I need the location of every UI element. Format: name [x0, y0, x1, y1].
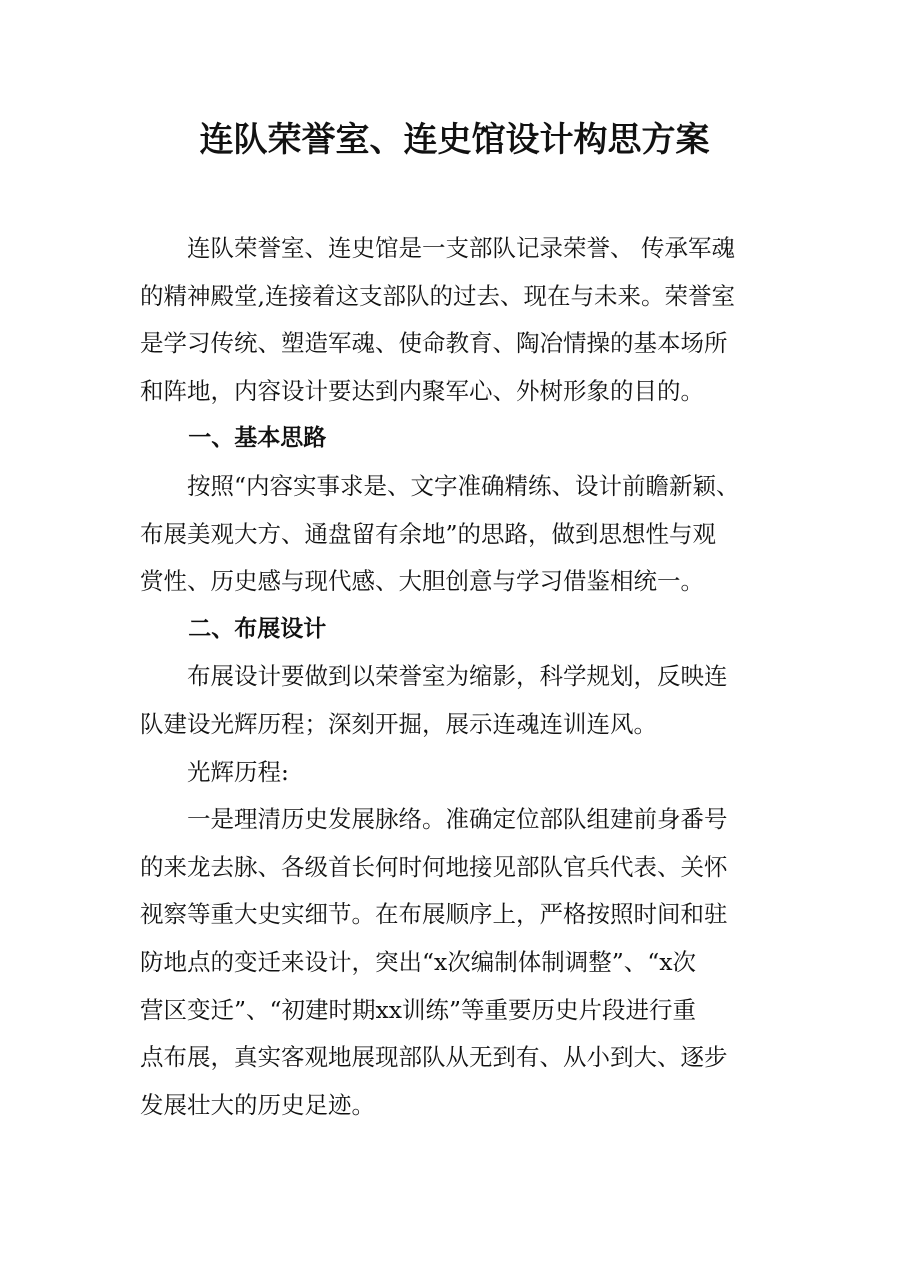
intro-line-3: 是学习传统、塑造军魂、使命教育、陶冶情操的基本场所 [140, 329, 728, 358]
sub-line-7: 发展壮大的历史足迹。 [140, 1090, 375, 1119]
intro-paragraph [140, 225, 752, 415]
intro-line-4: 和阵地，内容设计要达到内聚军心、外树形象的目的。 [140, 376, 704, 405]
intro-line-2: 的精神殿堂,连接着这支部队的过去、现在与未来。荣誉室 [140, 281, 735, 310]
document-title: 连队荣誉室、连史馆设计构思方案 [199, 120, 710, 160]
section2-paragraph [140, 653, 752, 748]
sub-line-4: 防地点的变迁来设计，突出“x次编制体制调整”、“x次 [140, 947, 697, 976]
sub-paragraph [140, 796, 752, 1129]
section1-paragraph [140, 463, 752, 606]
section1-line-1: 按照“内容实事求是、文字准确精练、设计前瞻新颖、 [187, 471, 740, 500]
section1-line-3: 赏性、历史感与现代感、大胆创意与学习借鉴相统一。 [140, 567, 704, 596]
section2-line-2: 队建设光辉历程；深刻开掘，展示连魂连训连风。 [140, 709, 657, 738]
intro-line-1: 连队荣誉室、连史馆是一支部队记录荣誉、 传承军魂 [187, 234, 735, 262]
document-body [140, 225, 752, 1129]
section-heading-layout-design: 二、布展设计 [188, 615, 327, 642]
sub-line-5: 营区变迁”、“初建时期xx训练”等重要历史片段进行重 [140, 995, 697, 1024]
sub-heading-glorious-history [140, 749, 752, 797]
sub-line-6: 点布展，真实客观地展现部队从无到有、从小到大、逐步 [140, 1043, 728, 1072]
sub-line-2: 的来龙去脉、各级首长何时何地接见部队官兵代表、关怀 [140, 852, 728, 881]
sub-heading-text: 光辉历程: [187, 757, 289, 786]
sub-line-1: 一是理清历史发展脉络。准确定位部队组建前身番号 [187, 805, 728, 834]
sub-line-3: 视察等重大史实细节。在布展顺序上，严格按照时间和驻 [140, 900, 728, 929]
section1-line-2: 布展美观大方、通盘留有余地”的思路，做到思想性与观 [140, 519, 717, 548]
section-heading-basic-idea: 一、基本思路 [188, 425, 327, 452]
section2-line-1: 布展设计要做到以荣誉室为缩影，科学规划，反映连 [187, 662, 728, 691]
